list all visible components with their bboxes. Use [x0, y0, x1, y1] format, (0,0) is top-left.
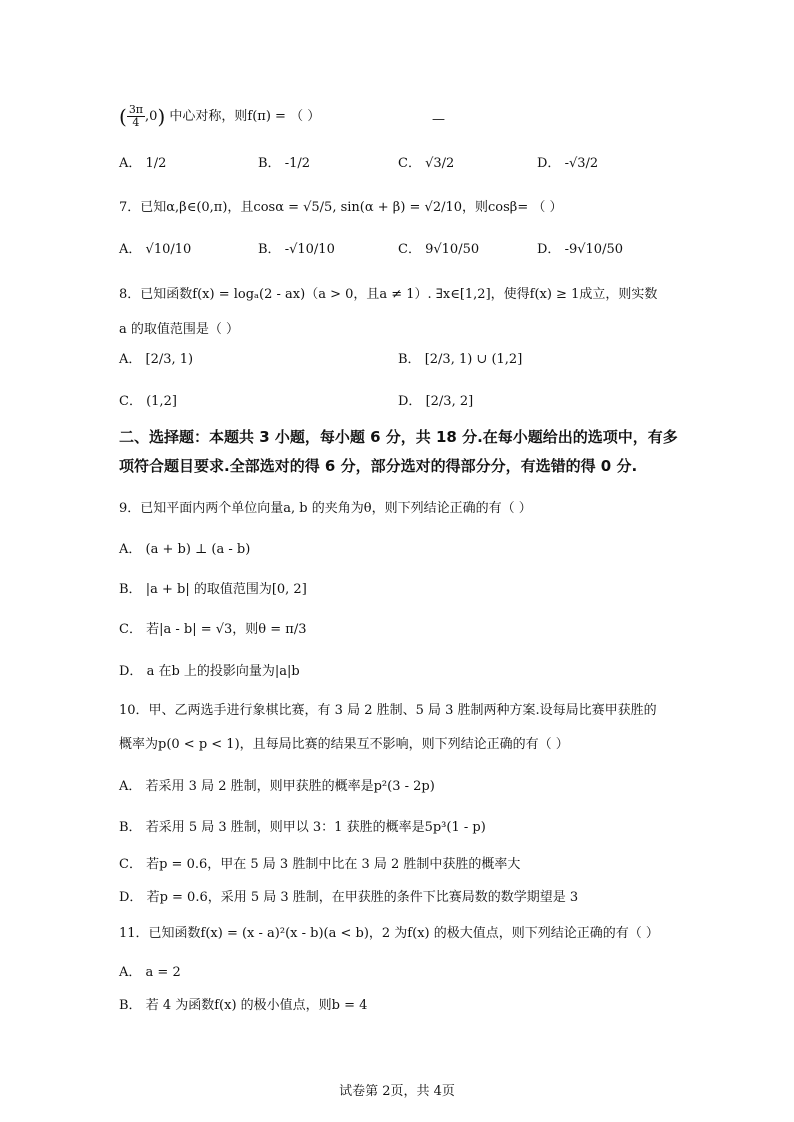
q8-option-c: C． (1,2]	[119, 394, 177, 409]
q10-stem-line1: 10．甲、乙两选手进行象棋比赛，有 3 局 2 胜制、5 局 3 胜制两种方案.设每局比赛甲获胜的	[119, 703, 657, 718]
q9-option-b: B． |a + b| 的取值范围为[0, 2]	[119, 582, 307, 597]
q8-option-d: D． [2/3, 2]	[398, 394, 474, 409]
q6-stem-text: 中心对称，则f(π) = （ ）	[169, 109, 321, 124]
q8-option-b: B． [2/3, 1) ∪ (1,2]	[398, 352, 523, 367]
q7-option-c: C． 9√10/50	[398, 242, 480, 257]
q6-stem-tail: ( $\frac{3\pi}{4}$ ,0) 中心对称，则f(π) = （ ）	[119, 103, 321, 129]
q8-option-a: A． [2/3, 1)	[119, 352, 194, 367]
q6-center-fraction: $\frac{3\pi}{4}$	[128, 103, 144, 129]
q6-option-c: C． √3/2	[398, 156, 455, 171]
q9-option-c: C． 若|a - b| = √3，则θ = π/3	[119, 622, 307, 637]
q10-option-b: B． 若采用 5 局 3 胜制，则甲以 3：1 获胜的概率是5p³(1 - p)	[119, 820, 486, 835]
q7-option-b: B． -√10/10	[258, 242, 335, 257]
q10-stem-line2: 概率为p(0 < p < 1)，且每局比赛的结果互不影响，则下列结论正确的有（ ）	[119, 737, 569, 752]
q10-option-c: C． 若p = 0.6，甲在 5 局 3 胜制中比在 3 局 2 胜制中获胜的概率大	[119, 857, 521, 872]
q6-option-a: A． 1/2	[119, 156, 167, 171]
q7-option-d: D． -9√10/50	[537, 242, 623, 257]
q6-option-b: B． -1/2	[258, 156, 311, 171]
q8-stem-line2: a 的取值范围是（ ）	[119, 322, 240, 337]
q11-option-a: A． a = 2	[119, 965, 181, 980]
q10-option-a: A． 若采用 3 局 2 胜制，则甲获胜的概率是p²(3 - 2p)	[119, 779, 435, 794]
q7-stem: 7．已知α,β∈(0,π)，且cosα = √5/5, sin(α + β) = √2/10，则cosβ= （ ）	[119, 200, 563, 215]
q7-option-a: A． √10/10	[119, 242, 192, 257]
q8-stem-line1: 8．已知函数f(x) = logₐ(2 - ax)（a > 0，且a ≠ 1）. ∃x∈[1,2]，使得f(x) ≥ 1成立，则实数	[119, 287, 658, 302]
q9-option-d: D． a 在b 上的投影向量为|a|b	[119, 664, 300, 679]
q9-stem: 9．已知平面内两个单位向量a, b 的夹角为θ，则下列结论正确的有（ ）	[119, 501, 532, 516]
q11-stem: 11．已知函数f(x) = (x - a)²(x - b)(a < b)，2 为f(x) 的极大值点，则下列结论正确的有（ ）	[119, 926, 659, 941]
page-footer: 试卷第 2页，共 4页	[339, 1084, 455, 1099]
q6-mark: —	[432, 112, 445, 127]
section-2-title: 二、选择题：本题共 3 小题，每小题 6 分，共 18 分.在每小题给出的选项中，有多项符合题目要求.全部选对的得 6 分，部分选对的得部分分，有选错的得 0 分.	[119, 428, 678, 475]
q9-option-a: A． (a + b) ⊥ (a - b)	[119, 542, 251, 557]
q10-option-d: D． 若p = 0.6，采用 5 局 3 胜制，在甲获胜的条件下比赛局数的数学期望是 3	[119, 890, 579, 905]
q11-option-b: B． 若 4 为函数f(x) 的极小值点，则b = 4	[119, 998, 368, 1013]
q6-option-d: D． -√3/2	[537, 156, 599, 171]
